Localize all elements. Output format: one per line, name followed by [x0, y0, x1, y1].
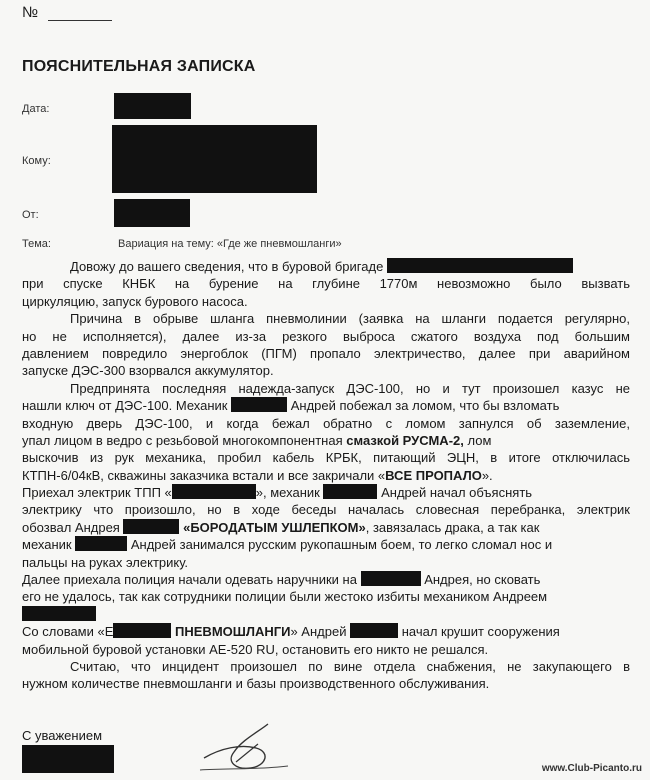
body-line: механик Андрей занимался русским рукопашным боем, то легко сломал нос и — [22, 537, 553, 553]
body-line: входную дверь ДЭС-100, и когда бежал обратно с ломом запнулся об заземление, — [22, 415, 630, 431]
handwritten-signature — [196, 718, 296, 778]
body-line: давлением повредило энергоблок (ПГМ) пропало электричество, далее при аварийном — [22, 345, 630, 361]
company-redaction — [172, 484, 256, 499]
body-line: КТПН-6/04кВ, скважины заказчика встали и все закричали «ВСЕ ПРОПАЛО». — [22, 467, 493, 483]
body-line: Приехал электрик ТПП « », механик Андрей начал объяснять — [22, 485, 533, 501]
document-body — [22, 258, 630, 693]
body-line: запуске ДЭС-300 взорвался аккумулятор. — [22, 363, 274, 379]
document-number-line — [48, 20, 112, 21]
body-line: выскочив из рук механика, пробил кабель КРБК, питающий ЭЦН, в итоге отключилась — [22, 450, 630, 466]
body-line: при спуске КНБК на бурение на глубине 1770м невозможно было вызвать — [22, 276, 630, 292]
mechanic-surname-redaction — [123, 519, 179, 534]
body-line: мобильной буровой установки АЕ-520 RU, остановить его никто не решался. — [22, 641, 489, 657]
signatory-redaction — [22, 745, 114, 773]
body-line: пальцы на руках электрику. — [22, 554, 189, 570]
body-line: обозвал Андрея «БОРОДАТЫМ УШЛЕПКОМ», завязалась драка, а так как — [22, 519, 540, 535]
document-number-label: № — [22, 4, 39, 21]
body-line — [22, 606, 630, 623]
from-label: От: — [22, 209, 39, 221]
mechanic-surname-redaction — [323, 484, 377, 499]
body-line: но не исполняется), далее из-за резкого выброса сжатого воздуха под большим — [22, 328, 630, 344]
mechanic-surname-redaction — [231, 397, 287, 412]
recipient-redaction — [112, 125, 317, 193]
document-title: ПОЯСНИТЕЛЬНАЯ ЗАПИСКА — [22, 58, 256, 75]
body-line: электрику что произошло, но в ходе беседы началась словесная перебранка, электрик — [22, 502, 630, 518]
body-line: Далее приехала полиция начали одевать наручники на Андрея, но сковать — [22, 572, 541, 588]
body-line: нашли ключ от ДЭС-100. Механик Андрей побежал за ломом, что бы взломать — [22, 398, 560, 414]
body-line: его не удалось, так как сотрудники полиции были жестоко избиты механиком Андреем — [22, 589, 548, 605]
mechanic-surname-redaction — [75, 536, 127, 551]
subject-value: Вариация на тему: «Где же пневмошланги» — [118, 238, 342, 250]
obscenity-redaction — [113, 623, 171, 638]
body-line: упал лицом в ведро с резьбовой многокомпонентная смазкой РУСМА-2, лом — [22, 432, 492, 448]
brigade-redaction — [387, 258, 573, 273]
body-line: нужном количестве пневмошланги и базы производственного обслуживания. — [22, 676, 490, 692]
body-line: циркуляцию, запуск бурового насоса. — [22, 293, 248, 309]
sender-redaction — [114, 199, 190, 227]
mechanic-surname-redaction — [350, 623, 398, 638]
body-line: Со словами «Е ПНЕВМОШЛАНГИ» Андрей начал крушит сооружения — [22, 624, 560, 640]
body-line: Довожу до вашего сведения, что в буровой бригаде — [22, 258, 630, 275]
date-redaction — [114, 93, 191, 119]
body-line: Считаю, что инцидент произошел по вине отдела снабжения, не закупающего в — [70, 658, 630, 674]
body-line: Предпринята последняя надежда-запуск ДЭС-100, но и тут произошел казус не — [70, 380, 630, 396]
mechanic-surname-redaction — [361, 571, 421, 586]
to-label: Кому: — [22, 155, 51, 167]
closing-regards: С уважением — [22, 728, 103, 743]
date-label: Дата: — [22, 103, 50, 115]
subject-label: Тема: — [22, 238, 51, 250]
watermark: www.Club-Picanto.ru — [541, 763, 642, 774]
body-line: Причина в обрыве шланга пневмолинии (заявка на шланги подается регулярно, — [70, 311, 630, 327]
mechanic-surname-redaction — [22, 606, 96, 621]
